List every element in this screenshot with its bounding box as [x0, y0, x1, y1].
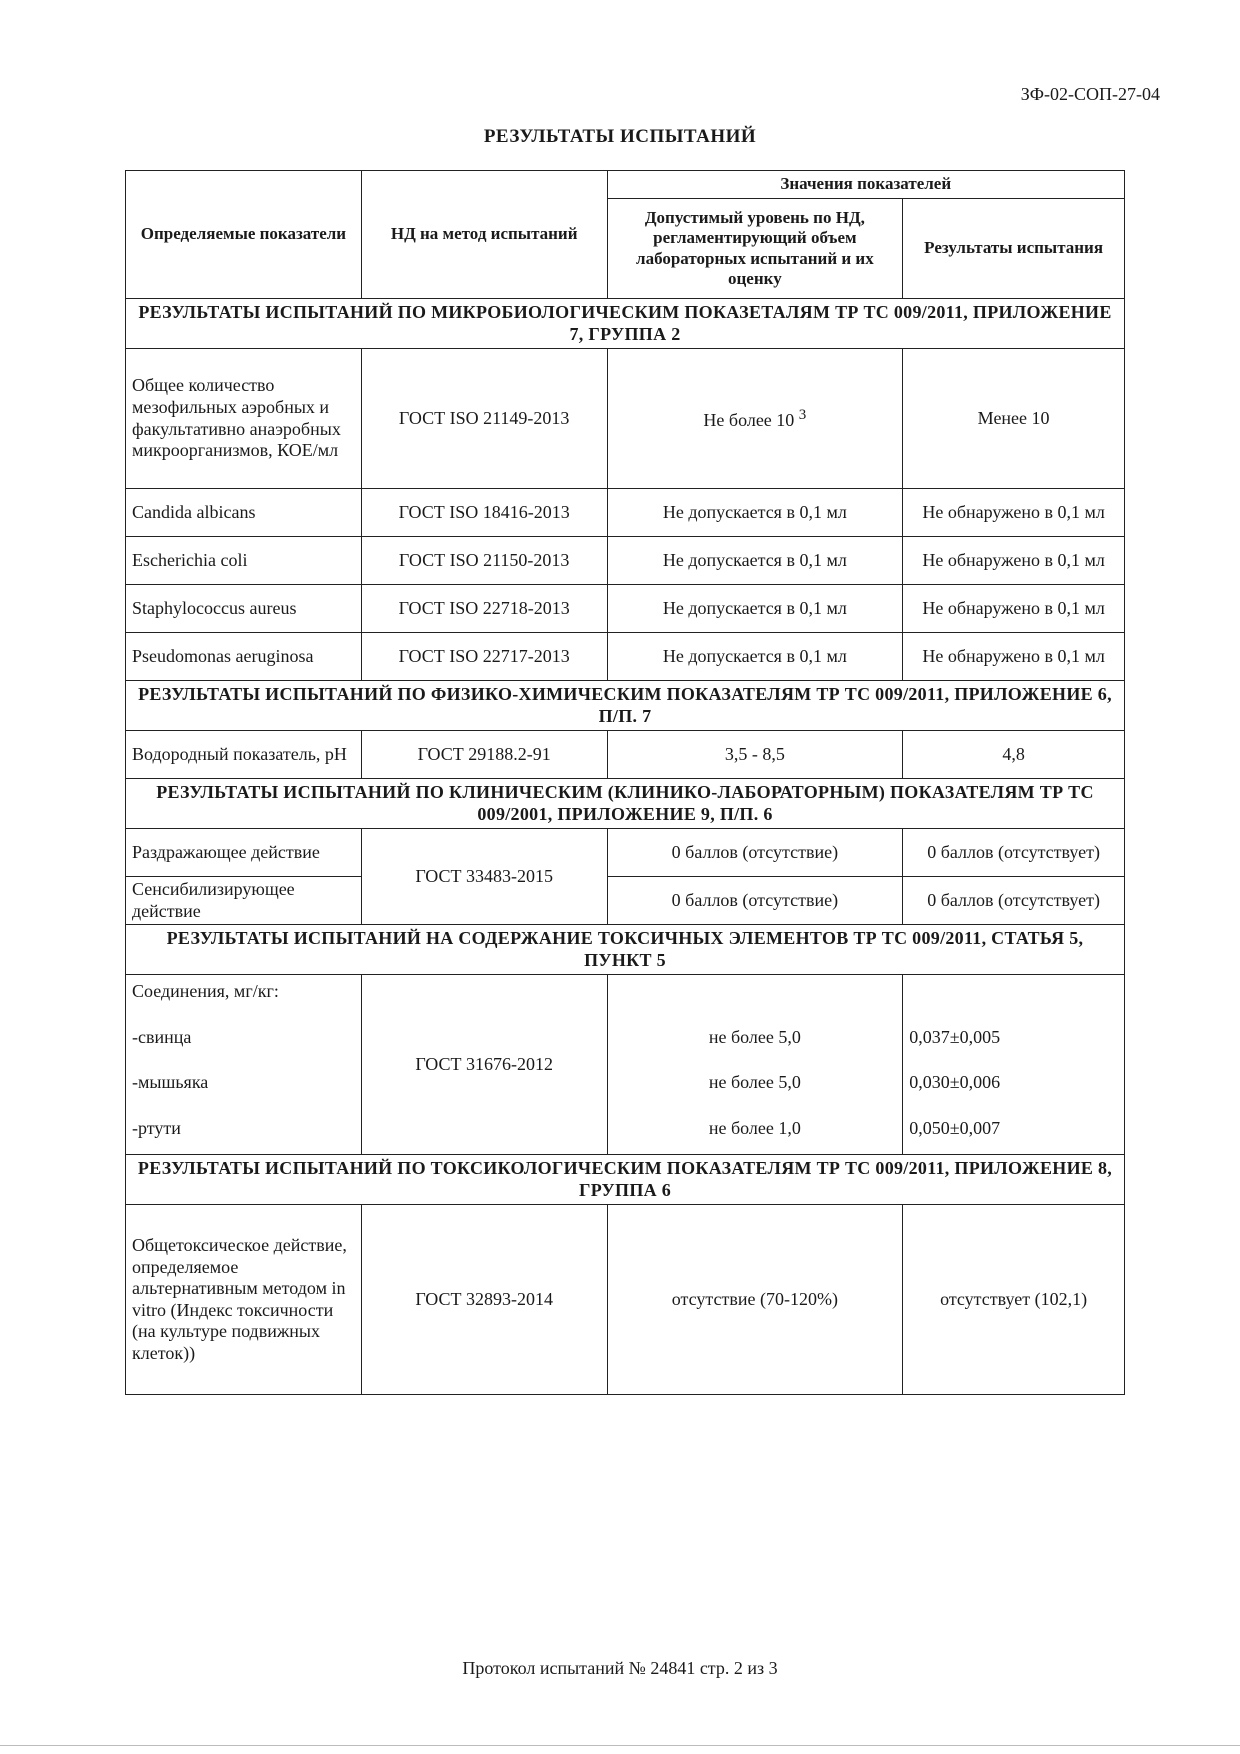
method-cell: ГОСТ 31676-2012 — [361, 975, 607, 1155]
element-allowed: не более 1,0 — [708, 1117, 801, 1138]
page-footer: Протокол испытаний № 24841 стр. 2 из 3 — [462, 1658, 778, 1678]
indicator-cell: Общее количество мезофильных аэробных и факультативно анаэробных микроорганизмов, КОЕ/мл — [126, 349, 362, 489]
element-result: 0,037±0,005 — [909, 1026, 1001, 1047]
indicator-cell: Общетоксическое действие, определяемое альтернативным методом in vitro (Индекс токсичности (на культуре подвижных клеток)) — [126, 1205, 362, 1395]
method-cell: ГОСТ 32893-2014 — [361, 1205, 607, 1395]
method-cell: ГОСТ ISO 22718-2013 — [361, 585, 607, 633]
allowed-cell — [607, 975, 903, 1155]
result-cell: 0 баллов (отсутствует) — [903, 877, 1125, 925]
page-title: РЕЗУЛЬТАТЫ ИСПЫТАНИЙ — [483, 126, 757, 147]
element-name: -мышьяка — [132, 1072, 209, 1093]
method-cell: ГОСТ ISO 21150-2013 — [361, 537, 607, 585]
indicator-cell: Сенсибилизирующее действие — [126, 877, 362, 925]
result-cell: Менее 10 — [903, 349, 1125, 489]
element-result: 0,030±0,006 — [909, 1072, 1001, 1093]
result-cell: 4,8 — [903, 731, 1125, 779]
result-cell — [903, 975, 1125, 1155]
method-cell: ГОСТ ISO 21149-2013 — [361, 349, 607, 489]
result-cell: 0 баллов (отсутствует) — [903, 829, 1125, 877]
allowed-cell: 0 баллов (отсутствие) — [607, 877, 903, 925]
method-cell: ГОСТ ISO 22717-2013 — [361, 633, 607, 681]
element-allowed: не более 5,0 — [708, 1026, 801, 1047]
indicator-cell: Staphylococcus aureus — [126, 585, 362, 633]
allowed-cell: 0 баллов (отсутствие) — [607, 829, 903, 877]
compounds-label: Соединения, мг/кг: — [132, 981, 279, 1002]
indicator-cell: Escherichia coli — [126, 537, 362, 585]
result-cell: отсутствует (102,1) — [903, 1205, 1125, 1395]
result-cell: Не обнаружено в 0,1 мл — [903, 633, 1125, 681]
header-method: НД на метод испытаний — [361, 171, 607, 299]
method-cell: ГОСТ 33483-2015 — [361, 829, 607, 925]
allowed-exponent: 3 — [798, 406, 807, 423]
indicator-cell: Водородный показатель, pH — [126, 731, 362, 779]
element-result: 0,050±0,007 — [909, 1117, 1001, 1138]
allowed-cell: Не допускается в 0,1 мл — [607, 585, 903, 633]
header-allowed: Допустимый уровень по НД, регламентирующий объем лабораторных испытаний и их оценку — [607, 199, 903, 299]
allowed-cell: Не допускается в 0,1 мл — [607, 489, 903, 537]
element-allowed: не более 5,0 — [708, 1072, 801, 1093]
section-toxicology: РЕЗУЛЬТАТЫ ИСПЫТАНИЙ ПО ТОКСИКОЛОГИЧЕСКИМ ПОКАЗАТЕЛЯМ ТР ТС 009/2011, ПРИЛОЖЕНИЕ 8, ГРУППА 6 — [126, 1155, 1125, 1205]
result-cell: Не обнаружено в 0,1 мл — [903, 537, 1125, 585]
allowed-cell — [607, 349, 903, 489]
scan-edge-line — [0, 1745, 1240, 1746]
header-results: Результаты испытания — [903, 199, 1125, 299]
indicator-cell: Candida albicans — [126, 489, 362, 537]
result-cell: Не обнаружено в 0,1 мл — [903, 489, 1125, 537]
allowed-base: Не более 10 — [703, 409, 795, 430]
results-table — [125, 170, 1125, 1395]
header-values: Значения показателей — [607, 171, 1124, 199]
allowed-cell: Не допускается в 0,1 мл — [607, 633, 903, 681]
allowed-cell: отсутствие (70-120%) — [607, 1205, 903, 1395]
allowed-cell: Не допускается в 0,1 мл — [607, 537, 903, 585]
allowed-cell: 3,5 - 8,5 — [607, 731, 903, 779]
indicator-cell: Pseudomonas aeruginosa — [126, 633, 362, 681]
header-indicators: Определяемые показатели — [126, 171, 362, 299]
section-toxic-elements: РЕЗУЛЬТАТЫ ИСПЫТАНИЙ НА СОДЕРЖАНИЕ ТОКСИЧНЫХ ЭЛЕМЕНТОВ ТР ТС 009/2011, СТАТЬЯ 5, ПУНКТ 5 — [126, 925, 1125, 975]
method-cell: ГОСТ 29188.2-91 — [361, 731, 607, 779]
document-code: ЗФ-02-СОП-27-04 — [1020, 84, 1160, 104]
section-physchem: РЕЗУЛЬТАТЫ ИСПЫТАНИЙ ПО ФИЗИКО-ХИМИЧЕСКИМ ПОКАЗАТЕЛЯМ ТР ТС 009/2011, ПРИЛОЖЕНИЕ 6, П/П. 7 — [126, 681, 1125, 731]
section-clinical: РЕЗУЛЬТАТЫ ИСПЫТАНИЙ ПО КЛИНИЧЕСКИМ (КЛИНИКО-ЛАБОРАТОРНЫМ) ПОКАЗАТЕЛЯМ ТР ТС 009/2001, ПРИЛОЖЕНИЕ 9, П/П. 6 — [126, 779, 1125, 829]
section-micro: РЕЗУЛЬТАТЫ ИСПЫТАНИЙ ПО МИКРОБИОЛОГИЧЕСКИМ ПОКАЗЕТАЛЯМ ТР ТС 009/2011, ПРИЛОЖЕНИЕ 7, ГРУППА 2 — [126, 299, 1125, 349]
method-cell: ГОСТ ISO 18416-2013 — [361, 489, 607, 537]
element-name: -ртути — [132, 1117, 181, 1138]
element-name: -свинца — [132, 1026, 192, 1047]
result-cell: Не обнаружено в 0,1 мл — [903, 585, 1125, 633]
indicator-cell: Раздражающее действие — [126, 829, 362, 877]
indicator-cell — [126, 975, 362, 1155]
